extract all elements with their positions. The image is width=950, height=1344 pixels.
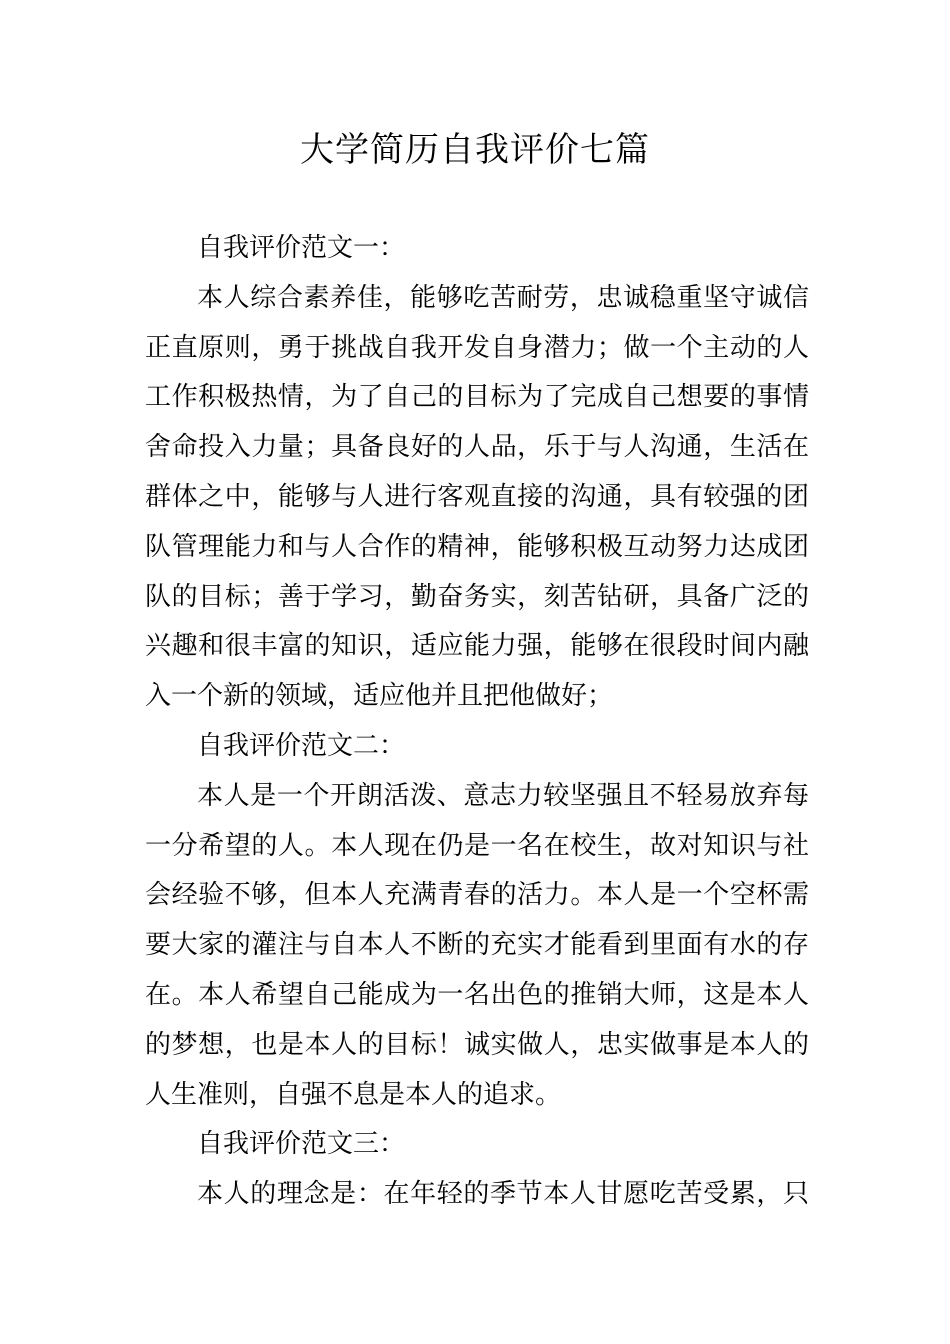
section-heading: 自我评价范文一： (197, 233, 406, 263)
paragraph-line: 工作积极热情，为了自己的目标为了完成自己想要的事情 (145, 382, 809, 413)
paragraph-line: 人生准则，自强不息是本人的追求。 (145, 1079, 562, 1110)
paragraph-line: 群体之中，能够与人进行客观直接的沟通，具有较强的团 (145, 481, 809, 512)
section-heading: 自我评价范文二： (197, 730, 406, 761)
paragraph-line: 队管理能力和与人合作的精神，能够积极互动努力达成团 (145, 531, 809, 562)
section-heading: 自我评价范文三： (197, 1129, 406, 1160)
paragraph-line: 一分希望的人。本人现在仍是一名在校生，故对知识与社 (145, 830, 809, 861)
paragraph-line: 会经验不够，但本人充满青春的活力。本人是一个空杯需 (145, 880, 809, 911)
paragraph-line: 队的目标；善于学习，勤奋务实，刻苦钻研，具备广泛的 (145, 581, 809, 612)
paragraph-line: 兴趣和很丰富的知识，适应能力强，能够在很段时间内融 (145, 631, 809, 662)
paragraph-line: 本人综合素养佳，能够吃苦耐劳，忠诚稳重坚守诚信 (197, 282, 809, 313)
paragraph-line: 舍命投入力量；具备良好的人品，乐于与人沟通，生活在 (145, 432, 809, 463)
paragraph-line: 正直原则，勇于挑战自我开发自身潜力；做一个主动的人 (145, 332, 809, 363)
paragraph-line: 在。本人希望自己能成为一名出色的推销大师，这是本人 (145, 979, 809, 1010)
document-body (145, 224, 809, 1220)
document-title: 大学简历自我评价七篇 (300, 130, 650, 170)
paragraph-line: 本人是一个开朗活泼、意志力较坚强且不轻易放弃每 (197, 780, 809, 811)
paragraph-line: 要大家的灌注与自本人不断的充实才能看到里面有水的存 (145, 930, 809, 961)
paragraph-line: 本人的理念是：在年轻的季节本人甘愿吃苦受累，只 (197, 1179, 809, 1210)
paragraph-line: 的梦想，也是本人的目标！诚实做人，忠实做事是本人的 (145, 1029, 809, 1060)
paragraph-line: 入一个新的领域，适应他并且把他做好； (145, 681, 614, 712)
